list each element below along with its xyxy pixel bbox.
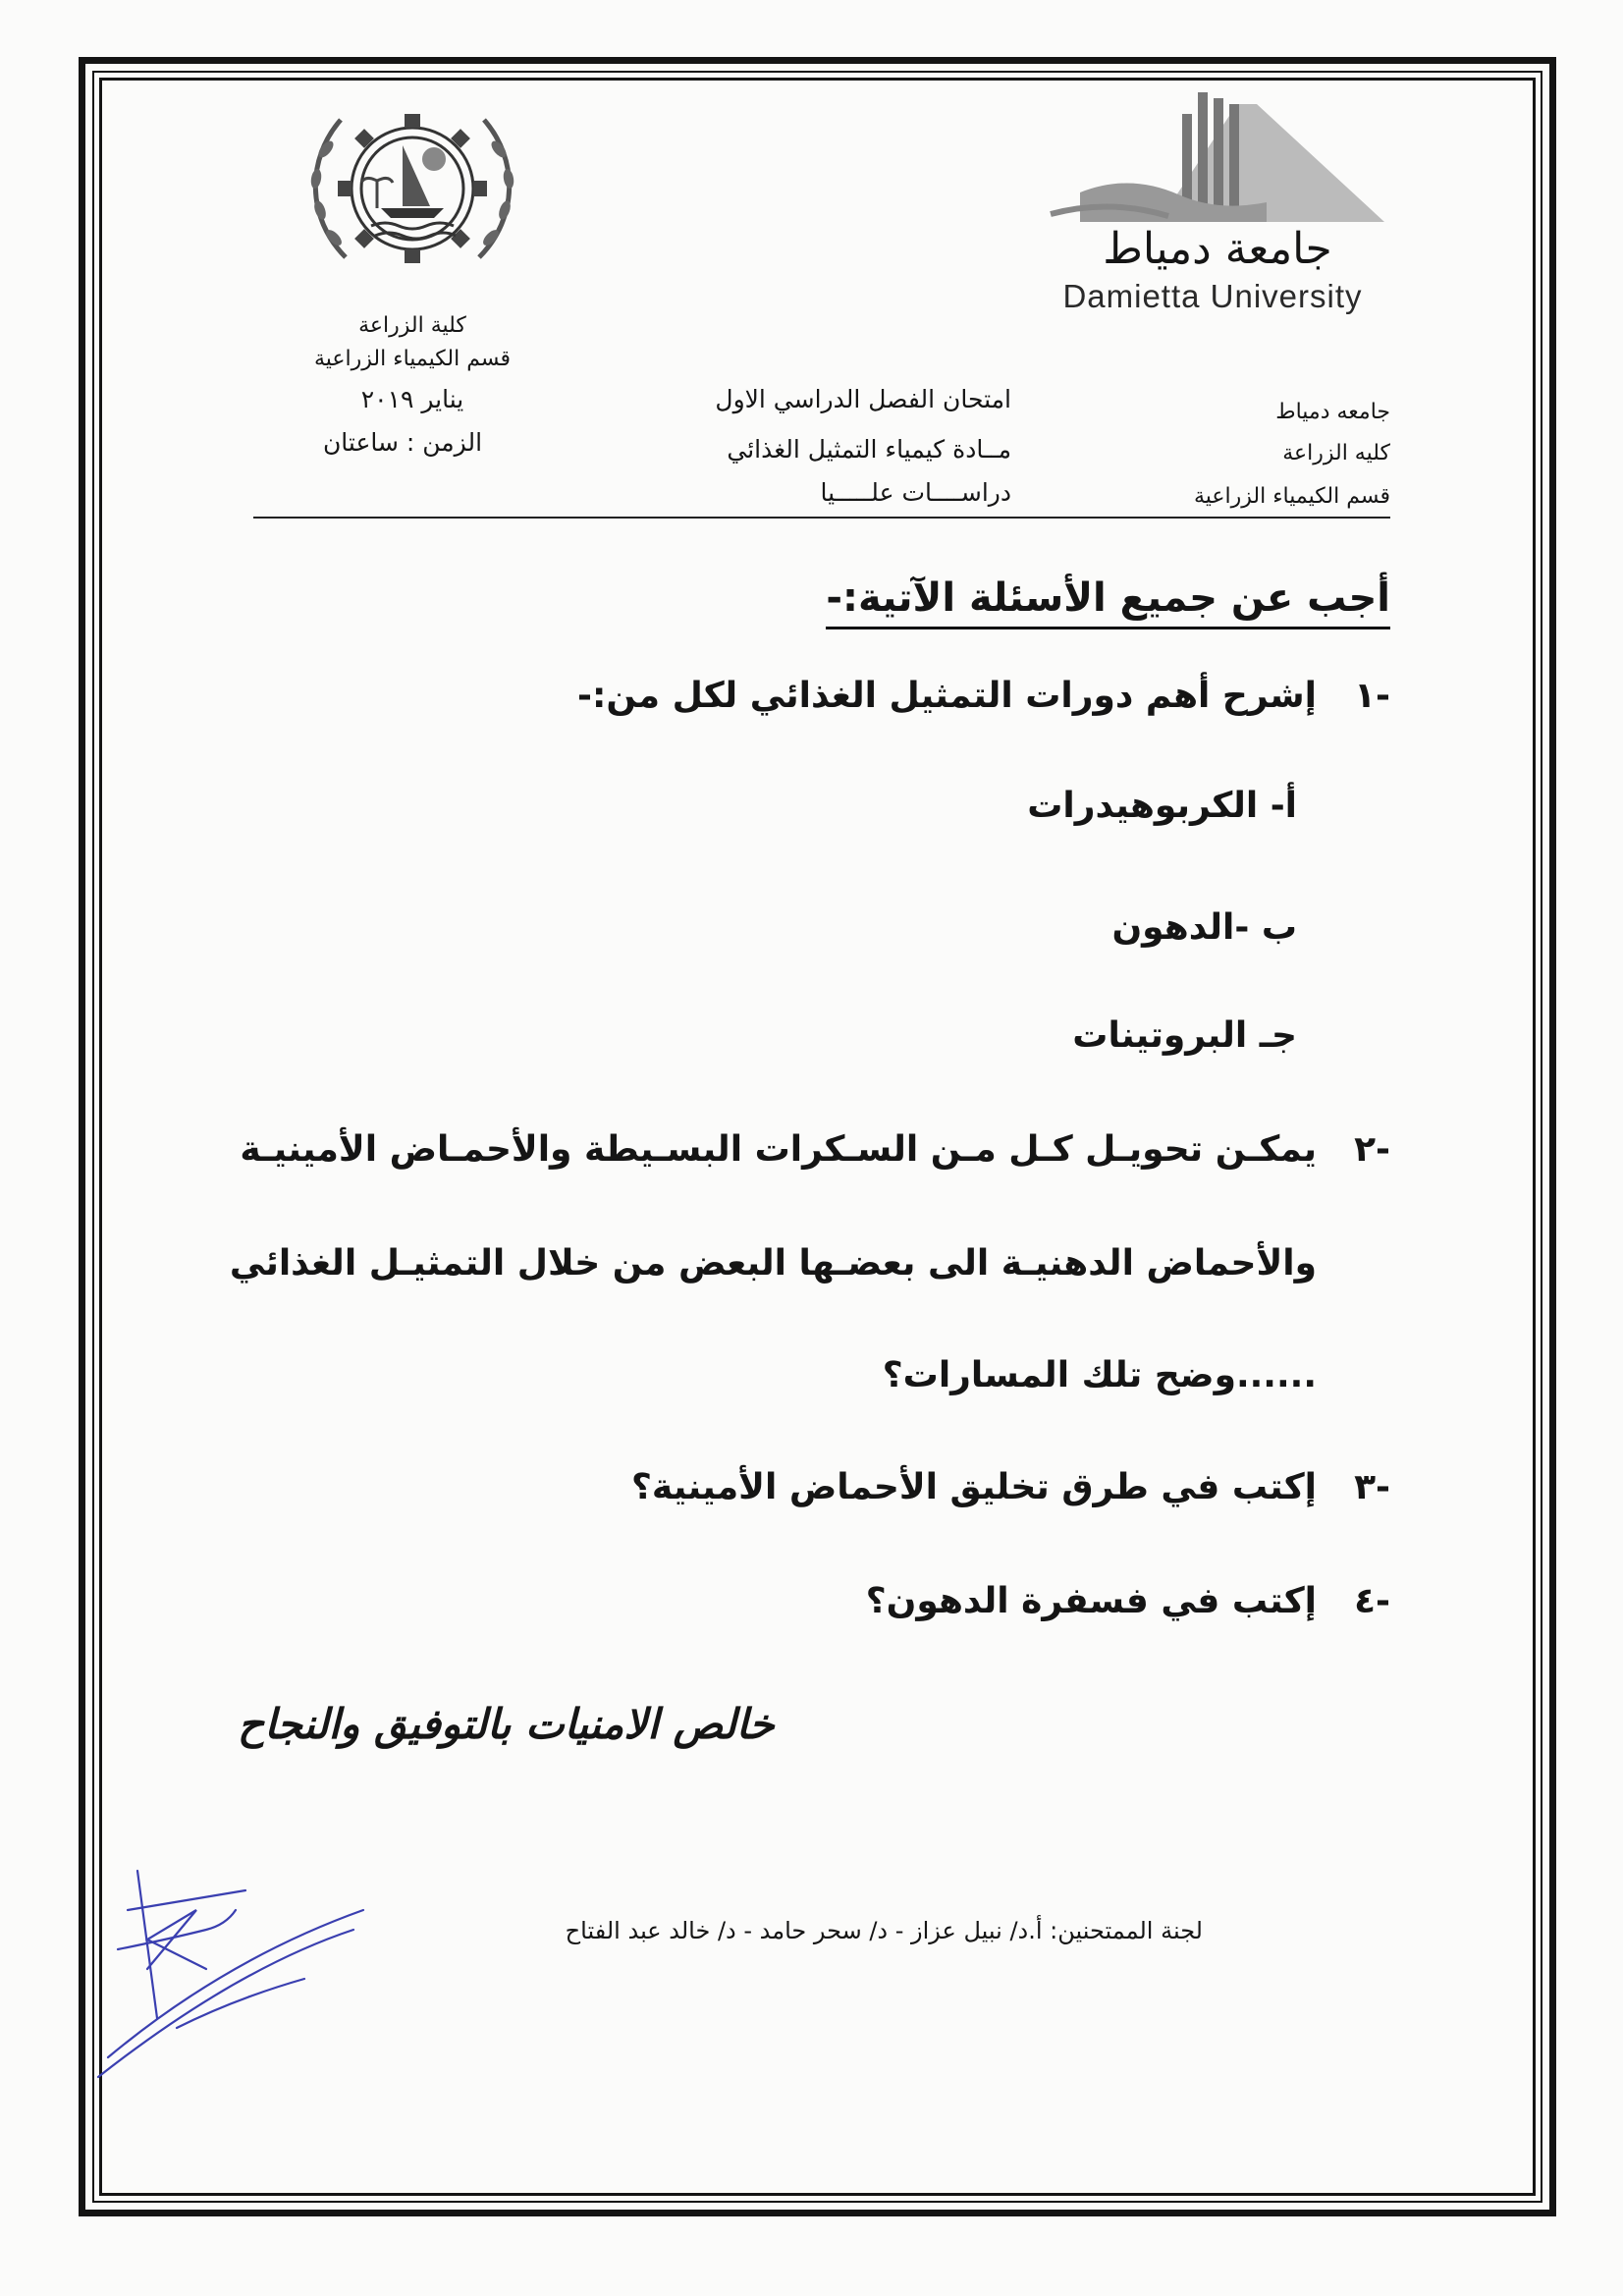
question-4-number: ٤-	[1354, 1581, 1390, 1621]
question-1-item-b: ب -الدهون	[1111, 907, 1297, 948]
question-1-item-a: أ- الكربوهيدرات	[1027, 786, 1297, 826]
question-1-item-c: جـ البروتينات	[1072, 1015, 1297, 1056]
exam-level: دراســــات علـــــيا	[820, 478, 1011, 507]
question-2-number: ٢-	[1354, 1129, 1390, 1170]
question-2-line-2: والأحماض الدهنيـة الى بعضـها البعض من خلال التمثيـل الغذائي	[229, 1243, 1317, 1284]
question-2-line-1: يمكـن تحويـل كـل مـن السـكرات البسـيطة والأحمـاض الأمينيـة	[240, 1129, 1317, 1170]
question-2-line-3: ......وضح تلك المسارات؟	[882, 1355, 1317, 1395]
header-divider	[253, 517, 1390, 519]
left-department-label: قسم الكيمياء الزراعية	[313, 347, 512, 371]
faculty-emblem-icon	[287, 90, 538, 293]
exam-subject: مــادة كيمياء التمثيل الغذائي	[727, 435, 1011, 464]
signature-icon	[88, 1851, 383, 2097]
question-1-number: ١-	[1354, 676, 1390, 716]
closing-wishes: خالص الامنيات بالتوفيق والنجاح	[238, 1700, 775, 1748]
right-university-label: جامعه دمياط	[1275, 400, 1390, 424]
exam-duration: الزمن : ساعتان	[322, 428, 483, 457]
question-3-number: ٣-	[1354, 1467, 1390, 1507]
exam-title: امتحان الفصل الدراسي الاول	[715, 385, 1011, 413]
question-4-text: إكتب في فسفرة الدهون؟	[865, 1581, 1317, 1621]
exam-committee: لجنة الممتحنين: أ.د/ نبيل عزاز - د/ سحر حامد - د/ خالد عبد الفتاح	[565, 1917, 1203, 1944]
right-college-label: كليه الزراعة	[1282, 441, 1390, 465]
university-logo-icon	[1041, 84, 1394, 232]
right-department-label: قسم الكيمياء الزراعية	[1193, 484, 1390, 509]
question-3-text: إكتب في طرق تخليق الأحماض الأمينية؟	[631, 1467, 1317, 1507]
instructions-heading: أجب عن جميع الأسئلة الآتية:-	[826, 572, 1390, 629]
university-logo-arabic: جامعة دمياط	[1103, 224, 1332, 274]
exam-date: يناير ٢٠١٩	[360, 385, 464, 413]
left-college-label: كلية الزراعة	[358, 313, 466, 338]
university-logo-english: Damietta University	[1062, 278, 1363, 314]
question-1-text: إشرح أهم دورات التمثيل الغذائي لكل من:-	[577, 676, 1317, 716]
